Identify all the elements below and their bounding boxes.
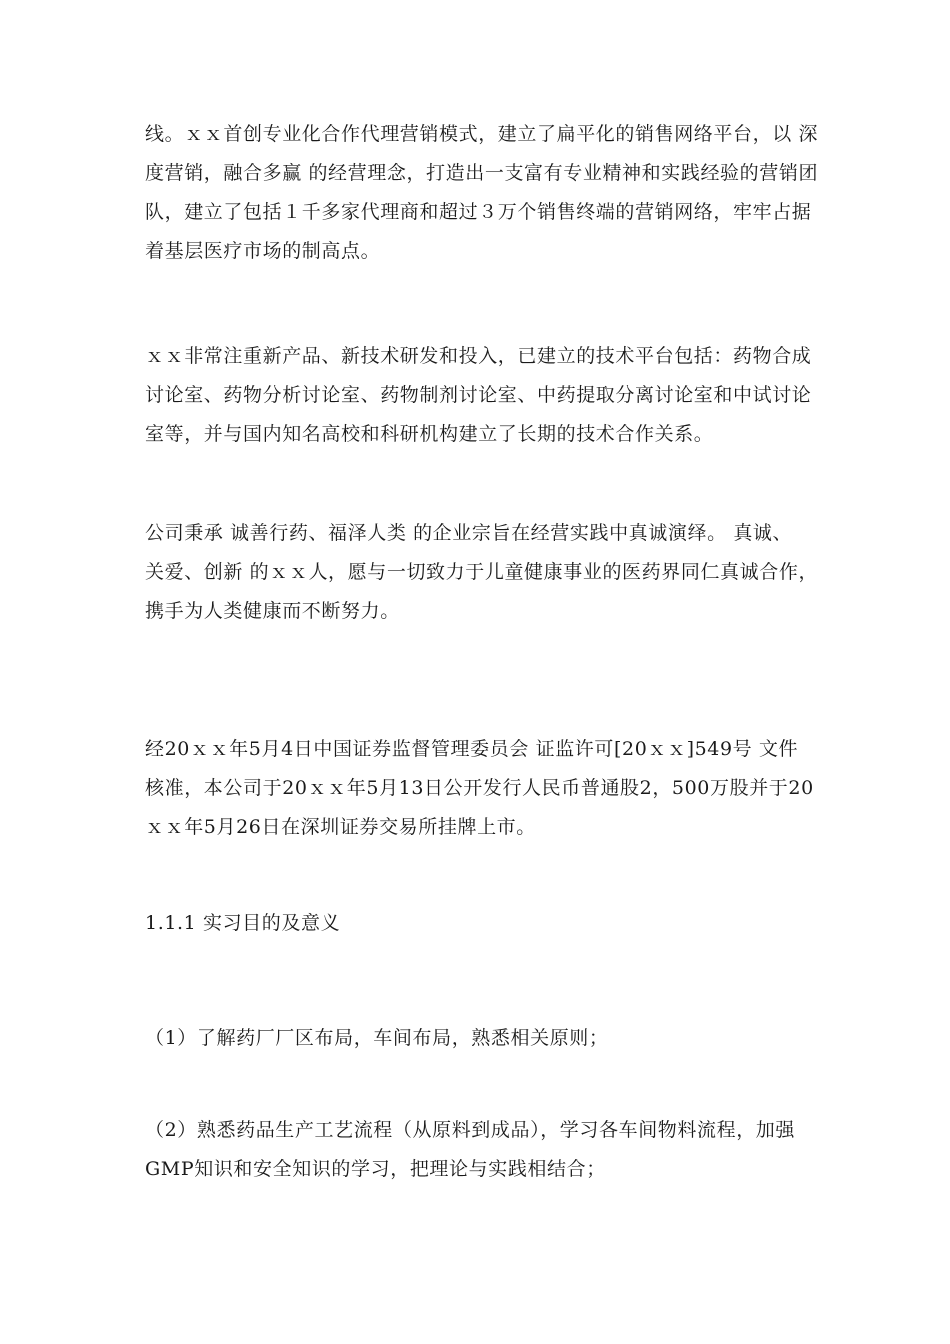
text-line: （1）了解药厂厂区布局，车间布局，熟悉相关原则； [145, 1027, 609, 1049]
text-line: 室等，并与国内知名高校和科研机构建立了长期的技术合作关系。 [145, 423, 714, 445]
text-line: （2）熟悉药品生产工艺流程（从原料到成品），学习各车间物料流程，加强 [145, 1119, 795, 1141]
paragraph-rnd-platform [145, 337, 810, 454]
text-line: 公司秉承 诚善行药、福泽人类 的企业宗旨在经营实践中真诚演绎。 真诚、 [145, 522, 793, 544]
text-line: ｘｘ非常注重新产品、新技术研发和投入，已建立的技术平台包括：药物合成 [145, 345, 812, 367]
list-item-objective-2 [145, 1111, 810, 1189]
text-line: 核准，本公司于20ｘｘ年5月13日公开发行人民币普通股2，500万股并于20 [145, 777, 814, 799]
text-line: 携手为人类健康而不断努力。 [145, 600, 400, 622]
text-line: 讨论室、药物分析讨论室、药物制剂讨论室、中药提取分离讨论室和中试讨论 [145, 384, 812, 406]
section-heading [145, 904, 810, 943]
paragraph-company-marketing [145, 115, 819, 271]
text-line: 经20ｘｘ年5月4日中国证券监督管理委员会 证监许可[20ｘｘ]549号 文件 [145, 738, 799, 760]
list-item-objective-1 [145, 1019, 810, 1058]
text-line: 队，建立了包括１千多家代理商和超过３万个销售终端的营销网络，牢牢占据 [145, 201, 812, 223]
paragraph-ipo-listing [145, 730, 814, 847]
text-line: 关爱、创新 的ｘｘ人，愿与一切致力于儿童健康事业的医药界同仁真诚合作， [145, 561, 819, 583]
text-line: ｘｘ年5月26日在深圳证券交易所挂牌上市。 [145, 816, 536, 838]
paragraph-company-mission [145, 514, 819, 631]
text-line: 着基层医疗市场的制高点。 [145, 240, 381, 262]
text-line: 度营销，融合多赢 的经营理念，打造出一支富有专业精神和实践经验的营销团 [145, 162, 819, 184]
text-line: 线。ｘｘ首创专业化合作代理营销模式，建立了扁平化的销售网络平台，以 深 [145, 123, 819, 145]
text-line: GMP知识和安全知识的学习，把理论与实践相结合； [145, 1158, 606, 1180]
section-heading-text: 1.1.1 实习目的及意义 [145, 912, 341, 934]
